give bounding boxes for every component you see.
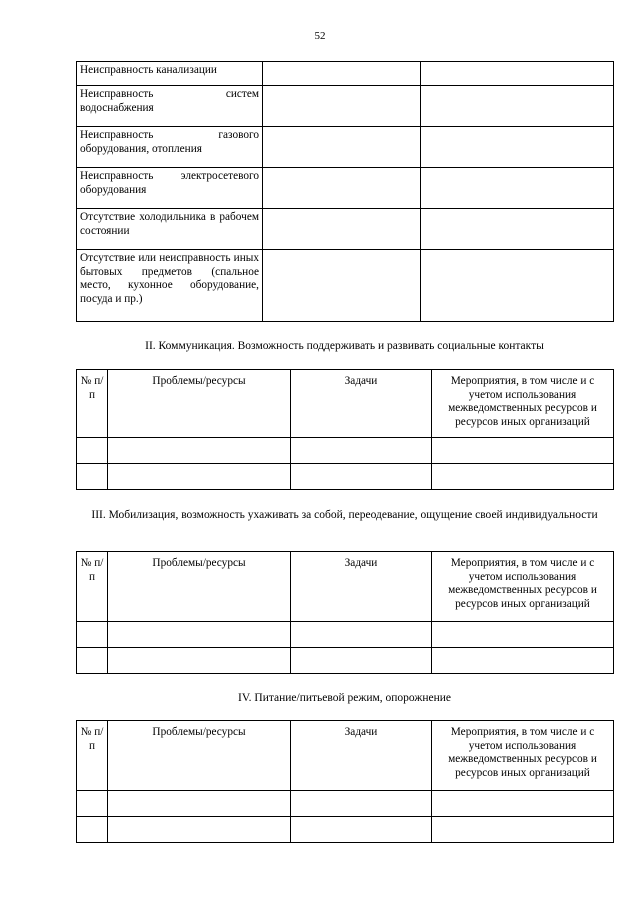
empty-cell[interactable] — [421, 250, 614, 322]
empty-cell[interactable] — [421, 168, 614, 209]
empty-cell[interactable] — [421, 62, 614, 86]
table-row — [77, 648, 614, 674]
table-row — [77, 62, 614, 86]
header-num: № п/п — [77, 721, 108, 791]
table-row — [77, 250, 614, 322]
section-heading: II. Коммуникация. Возможность поддерживать и развивать социальные контакты — [145, 340, 544, 352]
section-table — [76, 369, 614, 490]
empty-cell[interactable] — [77, 464, 108, 490]
header-measures: Мероприятия, в том числе и с учетом использования межведомственных ресурсов и ресурсов иных организаций — [432, 552, 614, 622]
table-row — [77, 464, 614, 490]
empty-cell[interactable] — [77, 648, 108, 674]
empty-cell[interactable] — [291, 464, 432, 490]
table-row — [77, 86, 614, 127]
empty-cell[interactable] — [432, 648, 614, 674]
table-row — [77, 438, 614, 464]
header-problems: Проблемы/ресурсы — [108, 552, 291, 622]
empty-cell[interactable] — [263, 127, 421, 168]
header-row — [77, 370, 614, 438]
header-tasks: Задачи — [291, 552, 432, 622]
empty-cell[interactable] — [432, 622, 614, 648]
empty-cell[interactable] — [77, 622, 108, 648]
empty-cell[interactable] — [432, 791, 614, 817]
empty-cell[interactable] — [77, 438, 108, 464]
empty-cell[interactable] — [291, 438, 432, 464]
table-row — [77, 127, 614, 168]
empty-cell[interactable] — [291, 791, 432, 817]
header-measures: Мероприятия, в том числе и с учетом использования межведомственных ресурсов и ресурсов иных организаций — [432, 370, 614, 438]
table-row — [77, 168, 614, 209]
empty-cell[interactable] — [77, 817, 108, 843]
row-label: Отсутствие холодильника в рабочем состоянии — [77, 209, 263, 250]
empty-cell[interactable] — [263, 62, 421, 86]
empty-cell[interactable] — [291, 622, 432, 648]
empty-cell[interactable] — [77, 791, 108, 817]
table-row — [77, 209, 614, 250]
table-row — [77, 622, 614, 648]
empty-cell[interactable] — [421, 209, 614, 250]
empty-cell[interactable] — [108, 464, 291, 490]
section-table — [76, 551, 614, 674]
row-label: Неисправность систем водоснабжения — [77, 86, 263, 127]
table-row — [77, 817, 614, 843]
header-num: № п/п — [77, 552, 108, 622]
header-tasks: Задачи — [291, 721, 432, 791]
row-label: Отсутствие или неисправность иных бытовых предметов (спальное место, кухонное оборудование, посуда и пр.) — [77, 250, 263, 322]
section-heading: IV. Питание/питьевой режим, опорожнение — [237, 692, 452, 704]
header-problems: Проблемы/ресурсы — [108, 721, 291, 791]
empty-cell[interactable] — [263, 86, 421, 127]
row-label: Неисправность газового оборудования, отопления — [77, 127, 263, 168]
empty-cell[interactable] — [263, 209, 421, 250]
empty-cell[interactable] — [108, 622, 291, 648]
empty-cell[interactable] — [108, 817, 291, 843]
empty-cell[interactable] — [291, 648, 432, 674]
header-problems: Проблемы/ресурсы — [108, 370, 291, 438]
empty-cell[interactable] — [432, 438, 614, 464]
page-number: 52 — [314, 30, 326, 42]
header-measures: Мероприятия, в том числе и с учетом использования межведомственных ресурсов и ресурсов иных организаций — [432, 721, 614, 791]
row-label: Неисправность электросетевого оборудования — [77, 168, 263, 209]
empty-cell[interactable] — [421, 127, 614, 168]
header-num: № п/п — [77, 370, 108, 438]
empty-cell[interactable] — [263, 168, 421, 209]
row-label: Неисправность канализации — [77, 62, 263, 86]
empty-cell[interactable] — [432, 464, 614, 490]
header-row — [77, 552, 614, 622]
header-tasks: Задачи — [291, 370, 432, 438]
empty-cell[interactable] — [108, 648, 291, 674]
empty-cell[interactable] — [108, 438, 291, 464]
empty-cell[interactable] — [291, 817, 432, 843]
empty-cell[interactable] — [421, 86, 614, 127]
housing-problems-table — [76, 61, 614, 322]
empty-cell[interactable] — [432, 817, 614, 843]
section-table — [76, 720, 614, 843]
section-heading: III. Мобилизация, возможность ухаживать за собой, переодевание, ощущение своей индивидуальности — [91, 509, 598, 521]
header-row — [77, 721, 614, 791]
empty-cell[interactable] — [108, 791, 291, 817]
empty-cell[interactable] — [263, 250, 421, 322]
table-row — [77, 791, 614, 817]
